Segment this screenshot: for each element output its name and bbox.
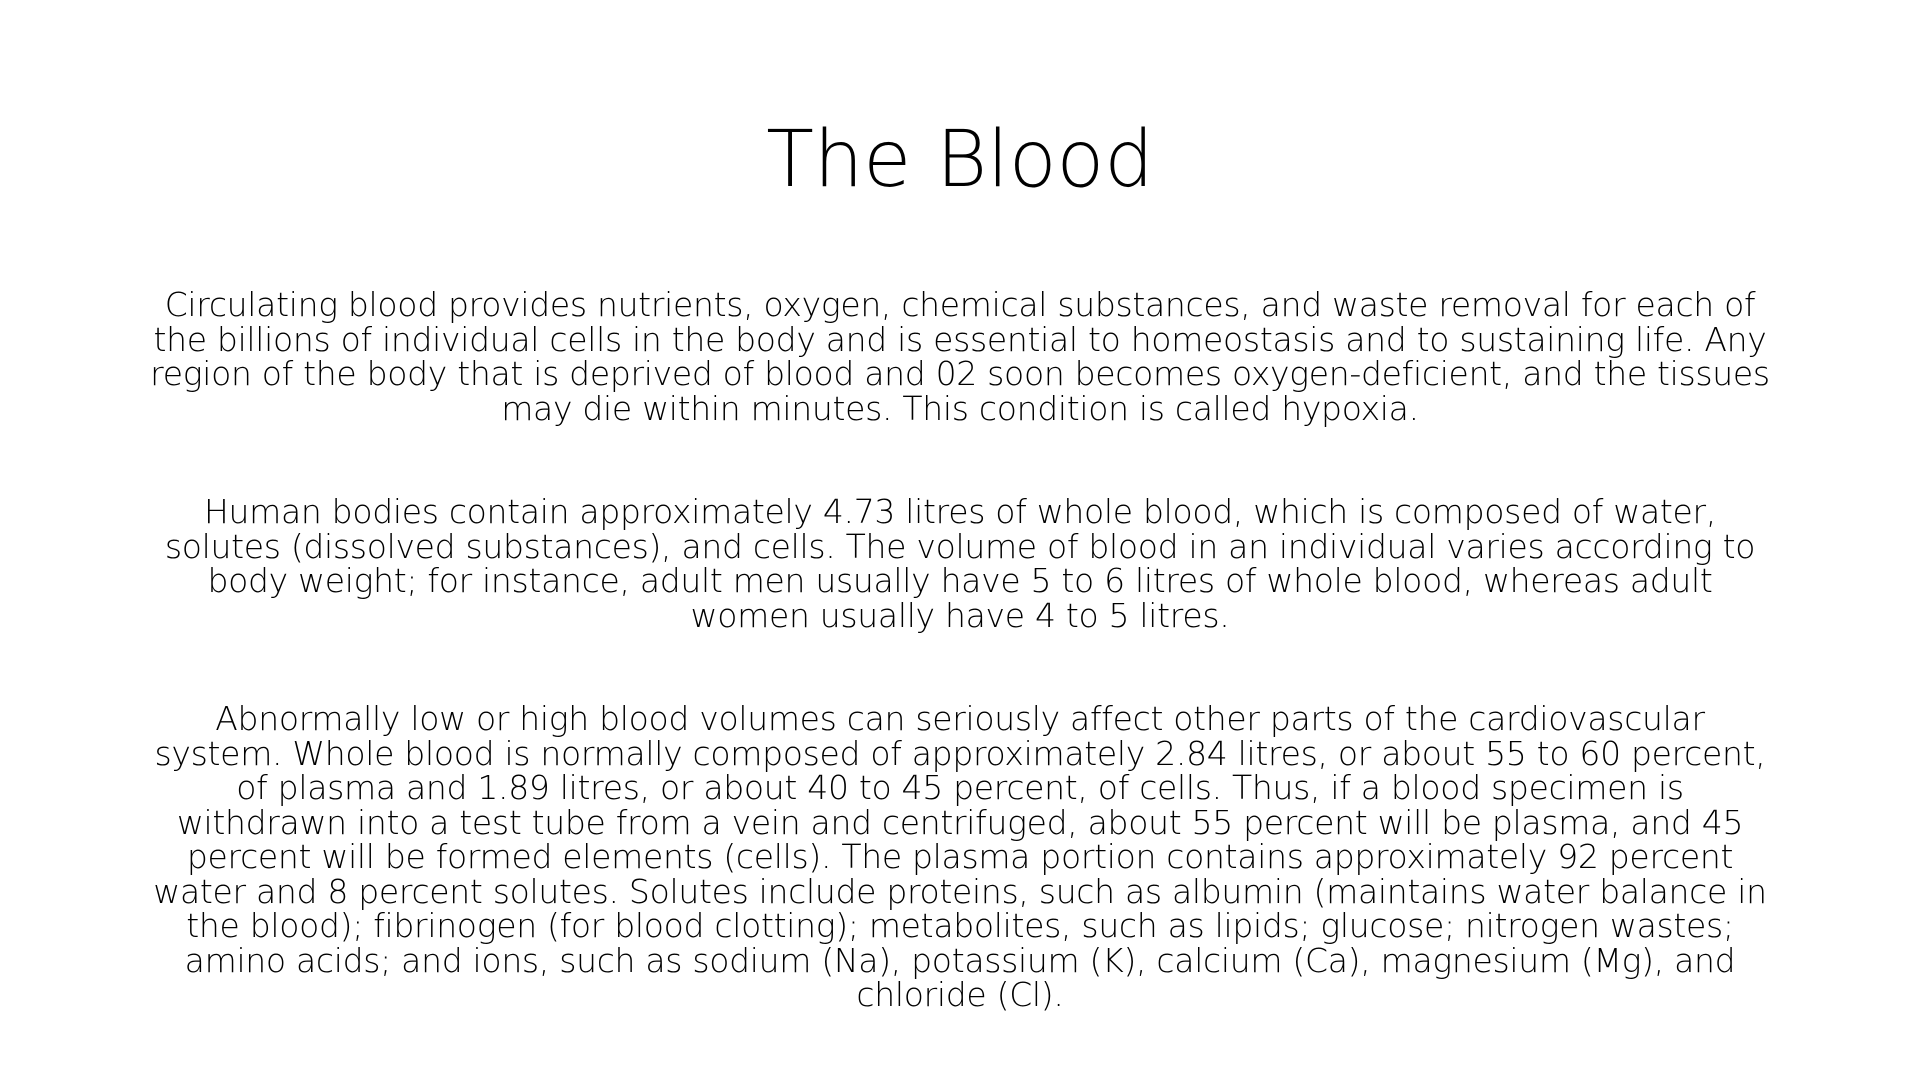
slide-body <box>150 285 1770 1014</box>
body-paragraph-3: Abnormally low or high blood volumes can seriously affect other parts of the cardiovascular system. Whole blood is normally composed of approximately 2.84 litres, or about 55 to 60 percent, of plasma and 1.89 litres, or about 40 to 45 percent, of cells. Thus, if a blood specimen is withdrawn into a test tube from a vein and centrifuged, about 55 percent will be plasma, and 45 percent will be formed elements (cells). The plasma portion contains approximately 92 percent water and 8 percent solutes. Solutes include proteins, such as albumin (maintains water balance in the blood); fibrinogen (for blood clotting); metabolites, such as lipids; glucose; nitrogen wastes; amino acids; and ions, such as sodium (Na), potassium (K), calcium (Ca), magnesium (Mg), and chloride (Cl). <box>153 699 1767 1014</box>
slide-title: The Blood <box>766 115 1154 205</box>
body-paragraph-1: Circulating blood provides nutrients, oxygen, chemical substances, and waste removal for each of the billions of individual cells in the body and is essential to homeostasis and to sustaining life. Any region of the body that is deprived of blood and 02 soon becomes oxygen-deficient, and the tissues may die within minutes. This condition is called hypoxia. <box>150 285 1770 428</box>
body-paragraph-2: Human bodies contain approximately 4.73 litres of whole blood, which is composed of water, solutes (dissolved substances), and cells. The volume of blood in an individual varies according to body weight; for instance, adult men usually have 5 to 6 litres of whole blood, whereas adult women usually have 4 to 5 litres. <box>164 492 1756 635</box>
